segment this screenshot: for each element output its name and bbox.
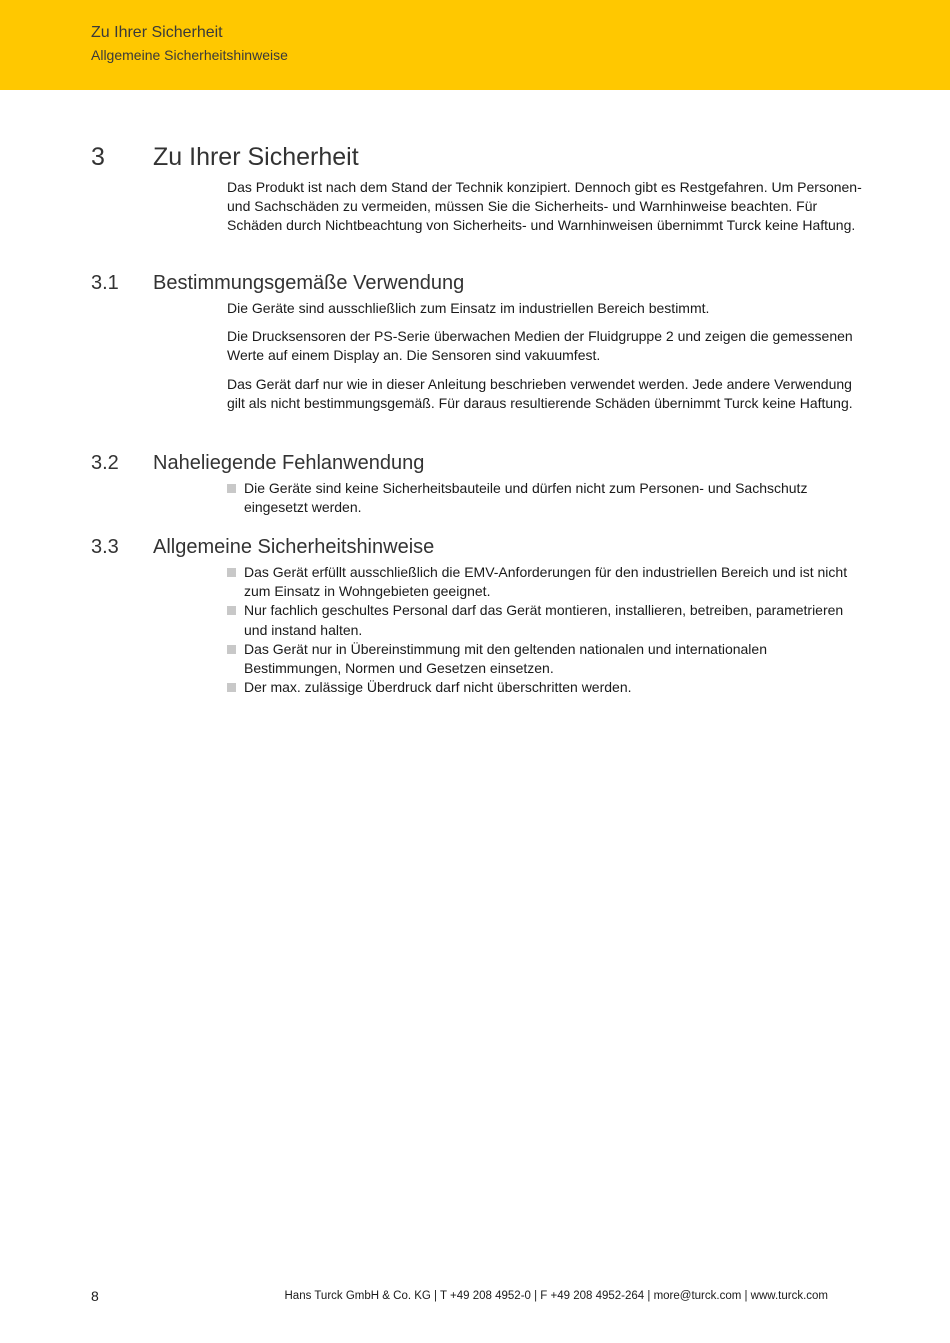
square-bullet-icon: [227, 484, 236, 493]
section-3-3-title: Allgemeine Sicherheitshinweise: [153, 536, 435, 558]
list-item-text: Nur fachlich geschultes Personal darf das Gerät montieren, installieren, betreiben, parametrieren und instand halten.: [244, 602, 844, 638]
list-item: [227, 640, 862, 678]
header-title: Zu Ihrer Sicherheit: [91, 24, 223, 41]
list-item: [227, 678, 862, 697]
section-3-2-number: 3.2: [91, 452, 119, 474]
section-3-1-number: 3.1: [91, 272, 119, 294]
section-3-2-list: [227, 479, 862, 517]
list-item-text: Das Gerät nur in Übereinstimmung mit den geltenden nationalen und internationalen Bestimmungen, Normen und Gesetzen einsetzen.: [244, 640, 767, 677]
section-3-title: Zu Ihrer Sicherheit: [153, 143, 359, 171]
section-3-1-paragraph: Die Drucksensoren der PS-Serie überwachen Medien der Fluidgruppe 2 und zeigen die gemessenen Werte auf einem Display an. Die Sensoren sind vakuumfest.: [227, 328, 853, 364]
square-bullet-icon: [227, 606, 236, 615]
page-header: [0, 0, 950, 90]
list-item: [227, 563, 862, 601]
footer-contact: Hans Turck GmbH & Co. KG | T +49 208 4952-0 | F +49 208 4952-264 | more@turck.com | www.turck.com: [284, 1290, 828, 1302]
header-subtitle: Allgemeine Sicherheitshinweise: [91, 47, 288, 63]
page-number: 8: [91, 1288, 99, 1304]
list-item-text: Das Gerät erfüllt ausschließlich die EMV-Anforderungen für den industriellen Bereich und ist nicht zum Einsatz in Wohngebieten geeignet.: [244, 564, 848, 600]
section-3-3-number: 3.3: [91, 536, 119, 558]
section-3-1-title: Bestimmungsgemäße Verwendung: [153, 272, 465, 294]
section-3-body: [227, 178, 862, 245]
list-item-text: Die Geräte sind keine Sicherheitsbauteile und dürfen nicht zum Personen- und Sachschutz eingesetzt werden.: [244, 480, 808, 516]
section-3-paragraph: Das Produkt ist nach dem Stand der Technik konzipiert. Dennoch gibt es Restgefahren. Um Personen- und Sachschäden zu vermeiden, müssen Sie die Sicherheits- und Warnhinweise beachten. Für Schäden durch Nichtbeachtung von Sicherheits- und Warnhinweisen übernimmt Turck keine Haftung.: [227, 179, 862, 234]
section-3-number: 3: [91, 143, 105, 171]
section-3-2-title: Naheliegende Fehlanwendung: [153, 452, 425, 474]
section-3-1-paragraph: Die Geräte sind ausschließlich zum Einsatz im industriellen Bereich bestimmt.: [227, 300, 710, 316]
section-3-1-paragraph: Das Gerät darf nur wie in dieser Anleitung beschrieben verwendet werden. Jede andere Verwendung gilt als nicht bestimmungsgemäß. Für daraus resultierende Schäden übernimmt Turck keine Haftung.: [227, 375, 853, 411]
list-item-text: Der max. zulässige Überdruck darf nicht überschritten werden.: [244, 679, 632, 696]
section-3-1-body: [227, 299, 862, 422]
square-bullet-icon: [227, 683, 236, 692]
list-item: [227, 479, 862, 517]
section-3-3-list: [227, 563, 862, 697]
square-bullet-icon: [227, 645, 236, 654]
list-item: [227, 601, 862, 639]
square-bullet-icon: [227, 568, 236, 577]
